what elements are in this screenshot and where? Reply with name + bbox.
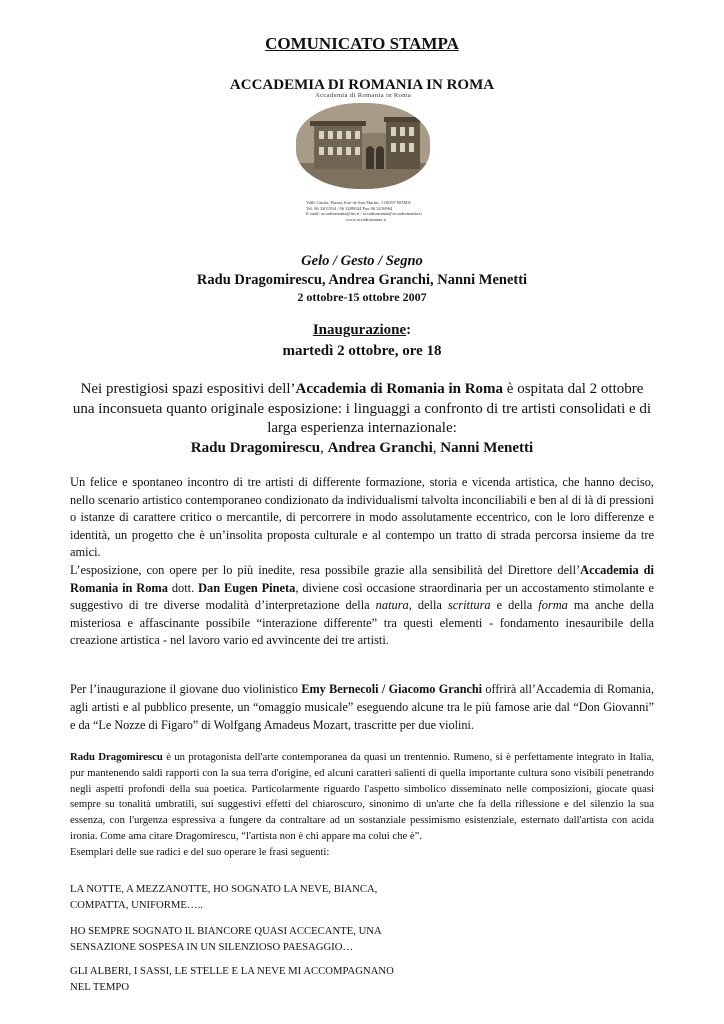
body-text: Esemplari delle sue radici e del suo operare le frasi seguenti: [70, 845, 330, 858]
website-line: www.accadromania.it [345, 216, 386, 222]
building-photo [296, 103, 430, 189]
body-text: offrirà all’Accademia di Romania, agli artisti e al pubblico presente, un “omaggio musicale” eseguendo alcune tra le più famose arie dal “Don Giovanni” e da “Le Nozze di Figaro” di Wolfgang Amadeus Mozart, trascritte per due violini. [70, 682, 654, 732]
artist-biography [70, 750, 654, 861]
emphasis-form: forma [538, 598, 568, 613]
intro-text: Nei prestigiosi spazi espositivi dell’ [80, 381, 296, 397]
exhibition-dates: 2 ottobre-15 ottobre 2007 [297, 290, 427, 304]
body-text: Per l’inaugurazione il giovane duo violinistico [70, 682, 302, 696]
body-text: dott. [167, 580, 199, 595]
quote-line: NEL TEMPO [70, 980, 130, 993]
body-text: Un felice e spontaneo incontro di tre artisti di differente formazione, storia e vicenda artistica, che hanno deciso, nello scenario artistico contemporaneo condizionato da individualismi talvolta inconciliabili e ben al di là di pressioni o istanze di carattere critico o mercantile, di percorrere in modo assolutamente eccentrico, con le loro differenze e identità, un progetto che è un’insolita proposta culturale e al contempo un tratto di strada percorsa insieme da tre amici. [70, 475, 654, 560]
inauguration-heading [0, 322, 724, 339]
body-text: e della [490, 598, 539, 613]
intro-text: è ospitata dal 2 ottobre una inconsueta quanto originale esposizione: i linguaggi a confronto di tre artisti consolidati e di larga esperienza internazionale: [72, 381, 652, 436]
exhibition-artists: Radu Dragomirescu, Andrea Granchi, Nanni Menetti [196, 272, 528, 288]
intro-artist: Andrea Granchi [327, 439, 433, 456]
intro-artist: Radu Dragomirescu [190, 439, 321, 456]
director-name: Dan Eugen Pineta [198, 580, 296, 595]
music-paragraph [70, 680, 654, 734]
body-text: ma anche della misteriosa e affascinante possibile “interazione differente” tra questi elementi - fondamento inesauribile della creazione artistica - nel lavoro vario ed avvincente dei tre artisti. [70, 598, 655, 648]
phone-line: Tel. 06 3201594 / 06 3208024 Fax 06 3216964 [306, 205, 393, 211]
inauguration-label: Inaugurazione [312, 322, 407, 338]
quote-line: GLI ALBERI, I SASSI, LE STELLE E LA NEVE MI ACCOMPAGNANO [70, 965, 394, 977]
inauguration-colon: : [406, 322, 412, 338]
quote-line: LA NOTTE, A MEZZANOTTE, HO SOGNATO LA NEVE, BIANCA, [70, 883, 378, 895]
email-line: E-mail: accadromania@tin.it / accadromania@accadromania.it [306, 211, 422, 217]
quote-block [70, 924, 654, 956]
emphasis-nature: natura [375, 598, 409, 613]
academy-name: Accademia di Romania in Roma [70, 562, 654, 595]
quote-line: SENSAZIONE SOSPESA IN UN SILENZIOSO PAESAGGIO… [70, 940, 354, 953]
intro-separator: , [432, 439, 441, 456]
body-text: L’esposizione, con opere per lo più inedite, resa possibile grazie alla sensibilità del Direttore dell’ [70, 562, 581, 577]
violin-duo: Emy Bernecoli / Giacomo Granchi [301, 682, 483, 696]
intro-paragraph [70, 380, 654, 458]
quote-line: HO SEMPRE SOGNATO IL BIANCORE QUASI ACCECANTE, UNA [70, 925, 382, 937]
artist-name: Radu Dragomirescu [70, 751, 163, 763]
emphasis-writing: scrittura [447, 598, 491, 613]
intro-academy: Accademia di Romania in Roma [295, 381, 504, 397]
building-illustration [296, 103, 430, 189]
logo-name: Accademia di Romania in Roma [314, 92, 412, 99]
address-line: Valle Giulia, Piazza José de San Martin, 1 00197 ROMA [306, 200, 411, 205]
body-text: , diviene così occasione straordinaria per un accostamento stimolante e suggestivo di tre diverse modalità d’interpretazione della [70, 580, 654, 613]
logo-address [306, 200, 426, 222]
quote-line: COMPATTA, UNIFORME….. [70, 898, 203, 911]
body-text: , della [408, 598, 448, 613]
intro-separator: , [320, 439, 328, 456]
body-text: è un protagonista dell'arte contemporanea da quasi un trentennio. Rumeno, si è perfettamente integrato in Italia, pur mantenendo saldi rapporti con la sua terra d'origine, ed alcuni caratteri salienti di quella importante cultura sono visibili penetrando negli aspetti profondi della sua poetica. Particolarmente riguardo l'aspetto simbolico disseminato nelle composizioni, giocate quasi sempre su tonalità umbratili, sui suggestivi effetti del chiaroscuro, sinonimo di un'arte che fa della riflessione e del silenzio la sua essenza, con l'urgenza espressiva a fungere da contraltare ad un sostanziale pessimismo esistenziale, esternato dall'artista con acida ironia. Come ama citare Dragomirescu, “l'artista non è chi appare ma colui che è”. [70, 751, 654, 842]
quote-block [70, 964, 654, 996]
academy-logo [288, 92, 438, 232]
exhibition-title: Gelo / Gesto / Segno [301, 253, 423, 269]
quote-block [70, 882, 654, 914]
exhibition-description [70, 474, 654, 650]
organization-heading: ACCADEMIA DI ROMANIA IN ROMA [229, 77, 495, 93]
inauguration-date: martedì 2 ottobre, ore 18 [282, 343, 442, 359]
intro-artist: Nanni Menetti [440, 439, 534, 456]
document-title: COMUNICATO STAMPA [265, 34, 459, 53]
